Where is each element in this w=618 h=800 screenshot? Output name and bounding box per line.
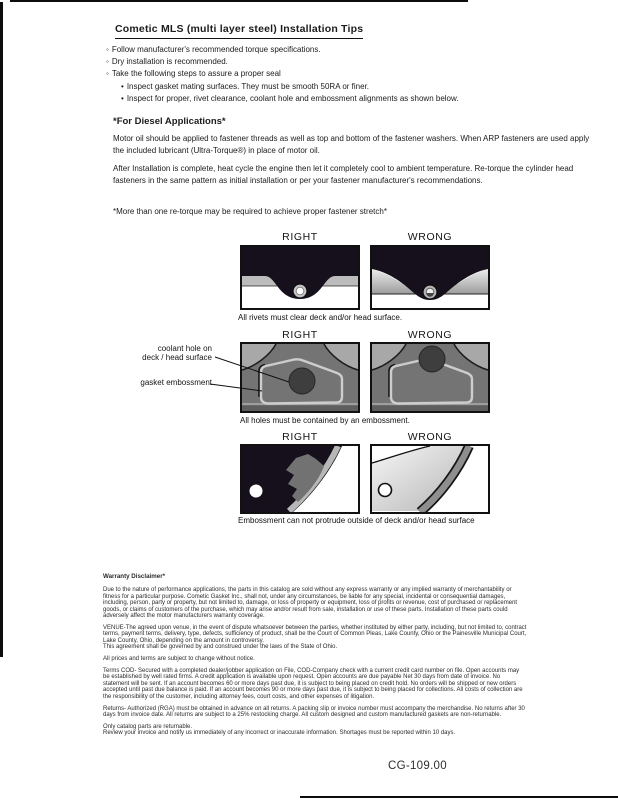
tip-bullet: ◦ Follow manufacturer's recommended torque specifications. — [106, 44, 459, 56]
tip-bullet: ◦ Take the following steps to assure a proper seal — [106, 68, 459, 80]
page-part-number: CG-109.00 — [388, 760, 447, 772]
legal-paragraph-terms: Terms COD- Secured with a completed dealer/jobber application on File, COD-Company check with a current credit card number on file. Open accounts may be established by well rated firms. A credit application is available upon request. Open accounts are due payable Net 30 days from date of invoice. No statement will be sent. If an account becomes 60 or more days past due, it is subject to being placed on credit hold. No orders will be shipped or new orders accepted until past due balance is paid. If an account becomes 90 or more days past due, it is subject to being placed for collections. All costs of collection are the responsibility of the customer, including attorney fees, court costs, and other expenses of litigation. — [103, 667, 523, 700]
legal-paragraph-review-invoice: Review your invoice and notify us immediately of any incorrect or inaccurate information. Shortages must be reported within 10 days. — [103, 730, 456, 737]
legal-paragraph-prices: All prices and terms are subject to change without notice. — [103, 656, 255, 663]
tip-sub-bullet: • Inspect for proper, rivet clearance, coolant hole and embossment alignments as shown below. — [106, 93, 459, 105]
figure3-right-label: RIGHT — [282, 431, 318, 443]
figure1-caption: All rivets must clear deck and/or head surface. — [238, 313, 403, 322]
diesel-applications-heading: *For Diesel Applications* — [113, 116, 226, 127]
rivet-center — [296, 287, 304, 295]
bolt-hole — [250, 485, 263, 498]
deck-strip — [372, 406, 488, 412]
page-title: Cometic MLS (multi layer steel) Installation Tips — [115, 23, 363, 39]
legal-paragraph-catalog-parts: Only catalog parts are returnable. — [103, 723, 193, 730]
annotation-line: coolant hole on — [157, 344, 212, 353]
figure3-wrong-label: WRONG — [407, 431, 453, 443]
figure1-wrong-label: WRONG — [407, 231, 453, 243]
figure2-caption: All holes must be contained by an embossment. — [240, 416, 410, 425]
figure1-right-diagram — [240, 245, 360, 310]
figure2-wrong-diagram — [370, 342, 490, 413]
annotation-line: deck / head surface — [142, 353, 212, 363]
figure2-wrong-label: WRONG — [407, 329, 453, 341]
legal-paragraph-governing-law: This agreement shall be governed by and construed under the laws of the State of Ohio. — [103, 644, 338, 651]
legal-block — [103, 574, 527, 737]
leader-line-embossment — [210, 384, 262, 391]
scan-edge-left — [0, 2, 3, 657]
leader-line-coolant — [215, 357, 289, 382]
scan-edge-top — [10, 0, 468, 2]
legal-paragraph: Due to the nature of performance applications, the parts in this catalog are sold without any express warranty or any implied warranty of merchantability or fitness for a particular purpose. Cometic Gasket Inc., shall not, under any circumstances, be liable for any special, incidental or consequential damages, including, person, party or property, but not limited to, damage, or loss of property or equipment, loss of profits or revenue, cost of purchased or replacement goods, or claims of customers of the purchase, which may arise and/or result from sale, installation or use of these parts. Installation of these parts could adversely affect the motor manufacturers warranty coverage. — [103, 587, 518, 620]
bolt-hole — [379, 484, 392, 497]
legal-paragraph-venue: VENUE-The agreed upon venue, in the event of dispute whatsoever between the parties, whether instituted by either party, including, but not limited to, contract terms, payment terms, delivery, type, defects, sufficiency of product, shall be the Court of Common Pleas, Lake County, Ohio or the Painesville Municipal Court, Lake County, Ohio, depending on the amount in controversy. — [103, 624, 527, 644]
diesel-paragraph-heat-cycle: After Installation is complete, heat cycle the engine then let it completely cool to ambient temperature. Re-torque the cylinder head fasteners in the same pattern as initial installation or per your fastener manufacturer's recommendations. — [113, 164, 574, 186]
installation-tips-list — [106, 44, 459, 105]
deck-strip — [242, 406, 358, 412]
annotation-coolant-hole-label — [112, 344, 212, 363]
tip-sub-bullet: • Inspect gasket mating surfaces. They must be smooth 50RA or finer. — [106, 81, 459, 93]
retorque-note: *More than one re-torque may be required to achieve proper fastener stretch* — [113, 207, 387, 216]
coolant-hole — [419, 346, 445, 372]
annotation-gasket-embossment-label: gasket embossment — [140, 378, 212, 387]
figure3-caption: Embossment can not protrude outside of deck and/or head surface — [238, 516, 475, 525]
annotation-leader-lines — [205, 350, 315, 395]
figure3-right-diagram — [240, 444, 360, 514]
figure1-wrong-diagram — [370, 245, 490, 310]
figure3-wrong-diagram — [370, 444, 490, 514]
figure2-right-label: RIGHT — [282, 329, 318, 341]
diesel-paragraph-oil: Motor oil should be applied to fastener threads as well as top and bottom of the fastener washers. When ARP fasteners are used apply the included lubricant (Ultra-Torque®) in place of motor oil. — [113, 134, 590, 156]
tip-bullet: ◦ Dry installation is recommended. — [106, 56, 459, 68]
figure1-right-label: RIGHT — [282, 231, 318, 243]
scan-edge-bottom — [300, 796, 618, 798]
warranty-disclaimer-heading: Warranty Disclaimer* — [103, 573, 166, 580]
legal-paragraph-returns: Returns- Authorized (RGA) must be obtained in advance on all returns. A packing slip or invoice number must accompany the merchandise. No returns after 30 days from invoice date. All returns are subject to a 25% restocking charge. All custom designed and custom manufactured gaskets are non-returnable. — [103, 705, 525, 718]
